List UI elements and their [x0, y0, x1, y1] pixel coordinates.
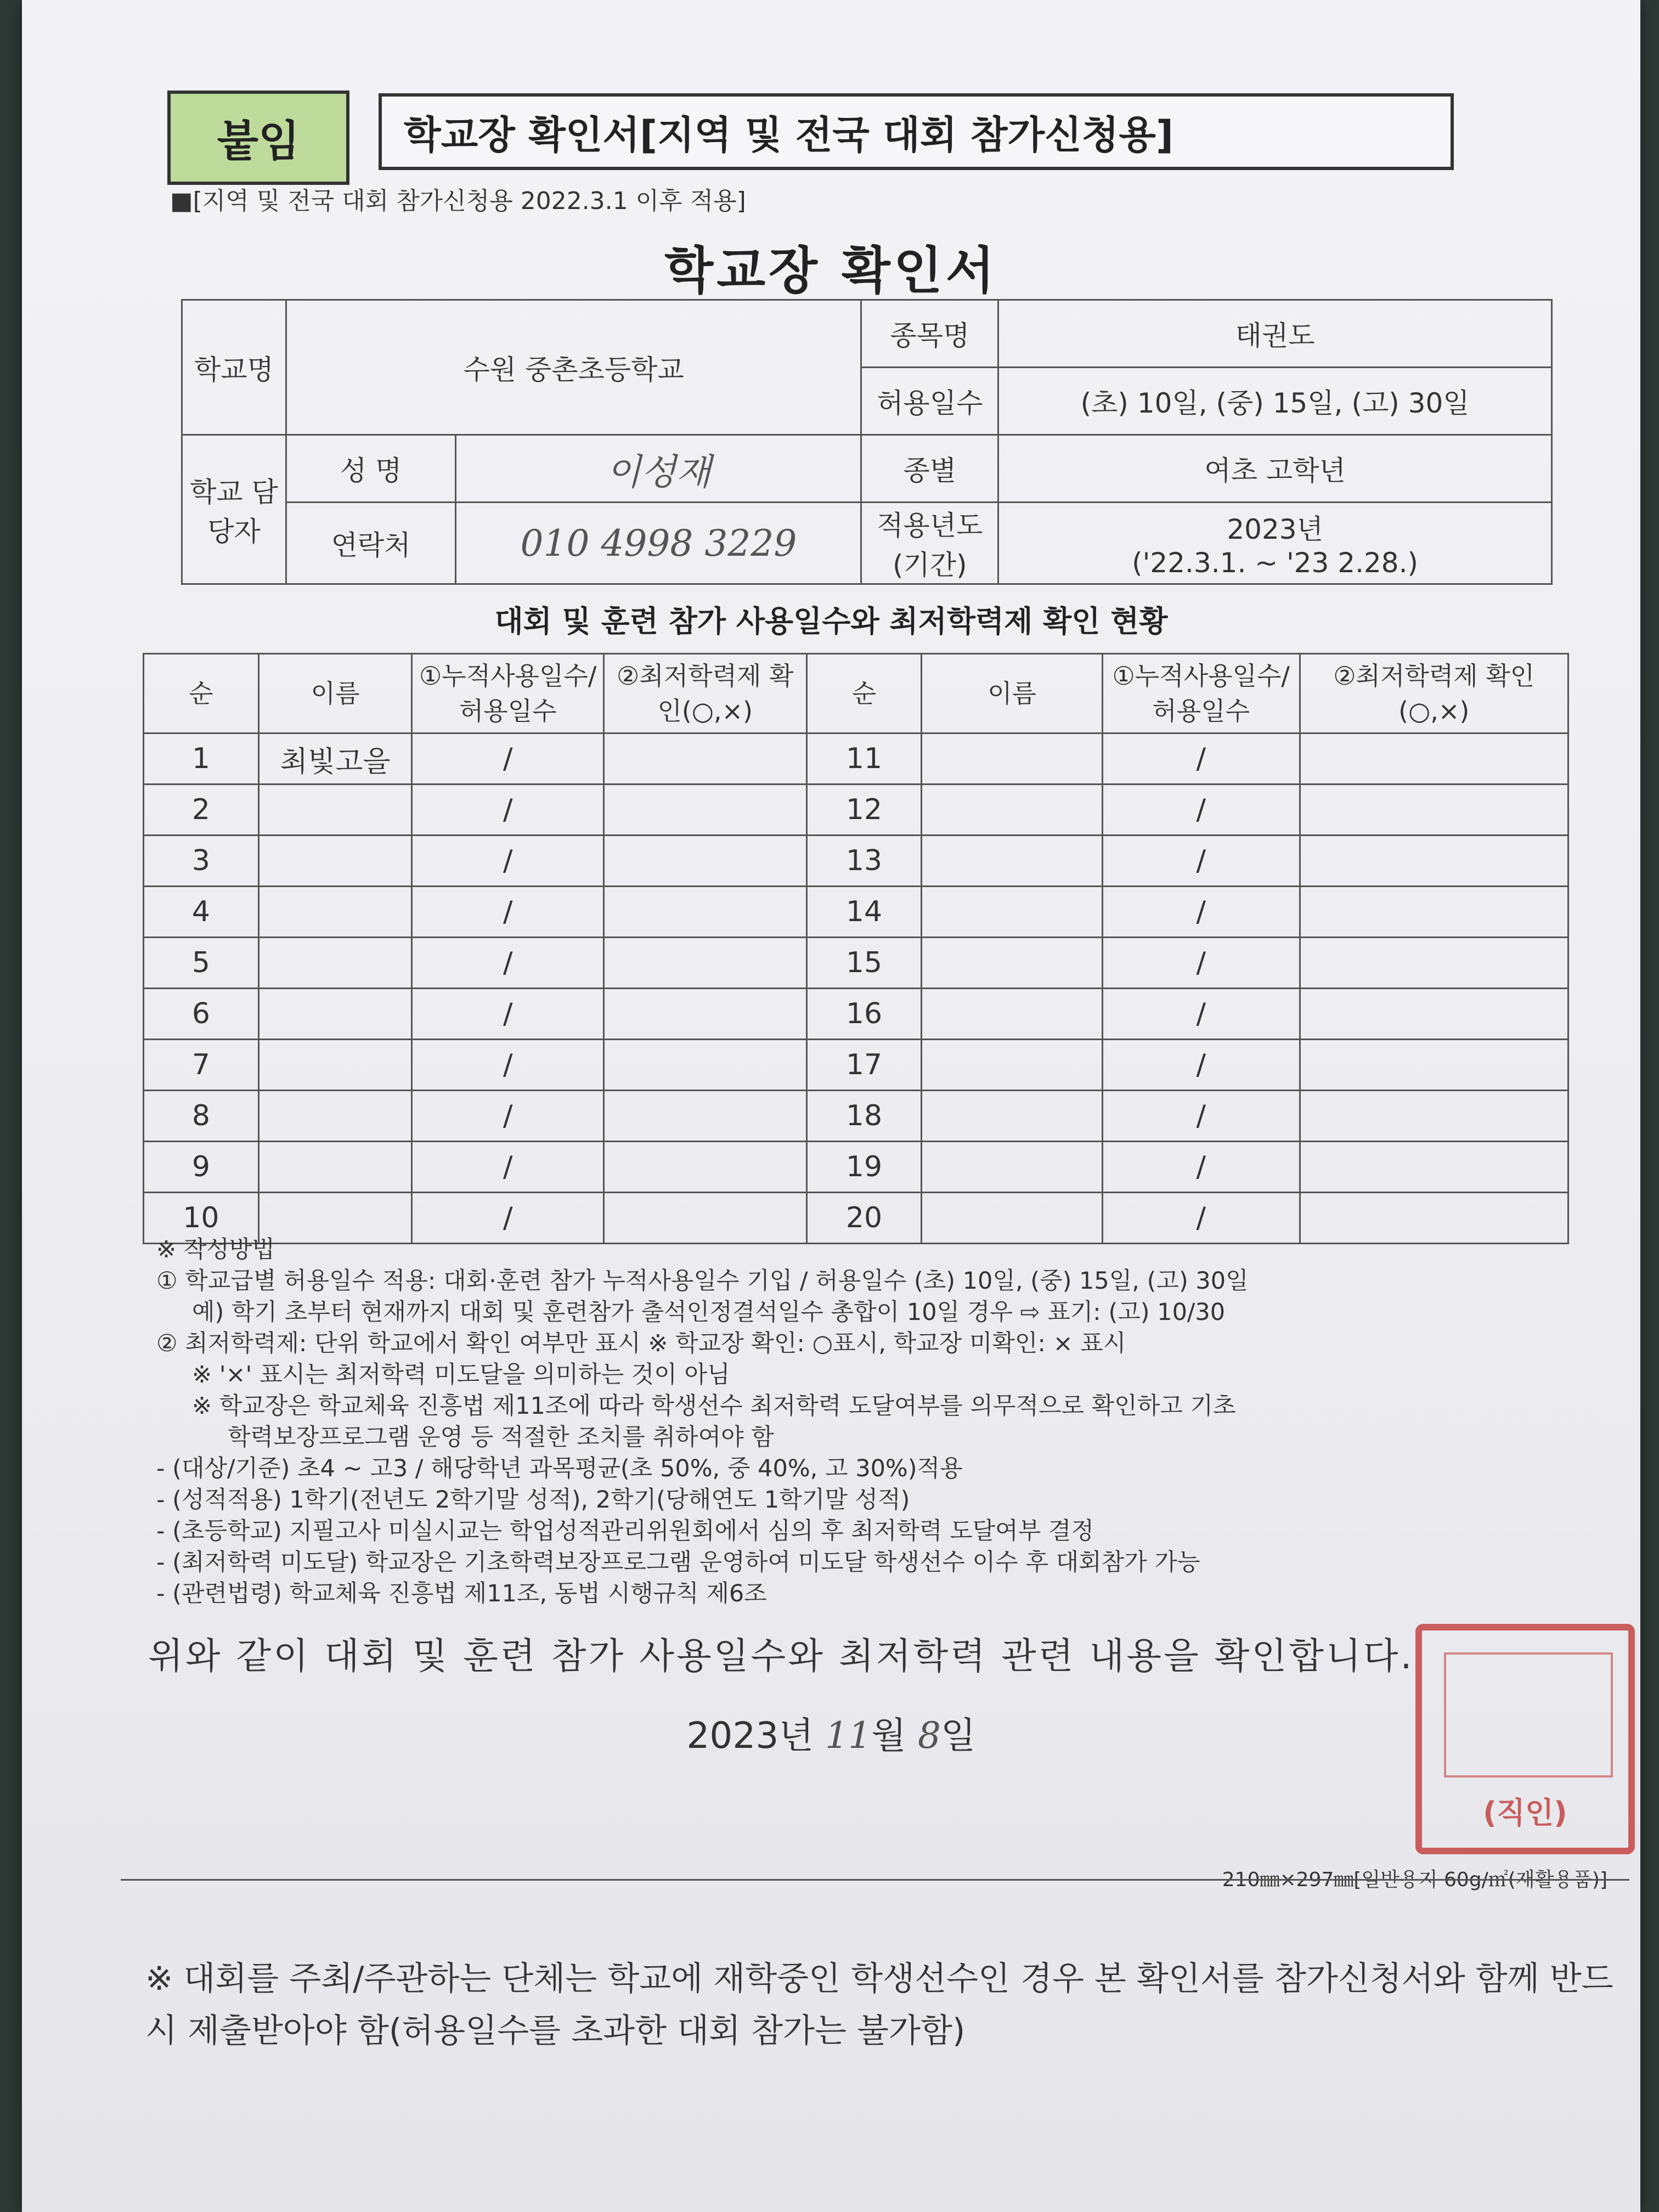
row-name — [922, 887, 1103, 938]
row-days: / — [1102, 1193, 1300, 1244]
row-name: 최빛고을 — [258, 733, 412, 785]
contact-value: 010 4998 3229 — [456, 503, 861, 584]
applies-note: ■[지역 및 전국 대회 참가신청용 2022.3.1 이후 적용] — [170, 187, 746, 215]
row-days: / — [1102, 938, 1300, 989]
row-days: / — [412, 1040, 604, 1091]
row-check — [1300, 938, 1568, 989]
row-check — [603, 733, 806, 785]
instruction-line: 예) 학기 초부터 현재까지 대회 및 훈련참가 출석인정결석일수 총합이 10일 경우 ⇨ 표기: (고) 10/30 — [192, 1299, 1226, 1326]
month-unit: 월 — [871, 1714, 906, 1757]
table-row — [144, 733, 1568, 785]
row-name — [922, 785, 1103, 836]
row-name — [922, 836, 1103, 887]
col-days-right: ①누적사용일수/허용일수 — [1102, 654, 1300, 733]
instruction-line: ② 최저학력제: 단위 학교에서 확인 여부만 표시 ※ 학교장 확인: ○표시, 학교장 미확인: × 표시 — [156, 1330, 1126, 1357]
row-no: 17 — [806, 1040, 922, 1091]
row-days: / — [412, 785, 604, 836]
row-no: 15 — [806, 938, 922, 989]
row-name — [258, 785, 412, 836]
day-unit: 일 — [940, 1714, 976, 1757]
date-month: 11 — [825, 1714, 872, 1757]
row-name — [922, 1091, 1103, 1142]
instructions — [156, 1234, 1594, 1610]
table-row — [144, 1142, 1568, 1193]
instruction-line: - (관련법령) 학교체육 진흥법 제11조, 동법 시행규칙 제6조 — [156, 1580, 767, 1607]
row-days: / — [1102, 1040, 1300, 1091]
row-check — [1300, 989, 1568, 1040]
row-days: / — [412, 733, 604, 785]
table-row — [144, 785, 1568, 836]
footer-note: ※ 대회를 주최/주관하는 단체는 학교에 재학중인 학생선수인 경우 본 확인서를 참가신청서와 함께 반드시 제출받아야 함(허용일수를 초과한 대회 참가는 불가함) — [145, 1960, 1613, 2050]
table-row — [144, 1040, 1568, 1091]
row-check — [603, 836, 806, 887]
official-seal — [1415, 1624, 1635, 1854]
row-days: / — [1102, 989, 1300, 1040]
row-check — [1300, 733, 1568, 785]
row-no: 12 — [806, 785, 922, 836]
school-name-value: 수원 중촌초등학교 — [286, 300, 861, 435]
category-label: 종별 — [861, 435, 998, 503]
instruction-line: - (대상/기준) 초4 ~ 고3 / 해당학년 과목평균(초 50%, 중 40%, 고 30%)적용 — [156, 1455, 963, 1482]
attachment-label: 붙임 — [167, 91, 349, 185]
row-name — [258, 938, 412, 989]
row-days: / — [1102, 1091, 1300, 1142]
school-name-label: 학교명 — [182, 300, 286, 435]
category-value: 여초 고학년 — [998, 435, 1552, 503]
row-name — [922, 989, 1103, 1040]
allowed-days-label: 허용일수 — [861, 368, 998, 435]
instruction-line: 학력보장프로그램 운영 등 적절한 조치를 취하여야 함 — [228, 1424, 774, 1451]
year-label: 적용년도 (기간) — [861, 503, 998, 584]
document-title: 학교장 확인서 — [664, 241, 998, 300]
row-check — [1300, 1040, 1568, 1091]
staff-label: 학교 담당자 — [182, 435, 286, 584]
row-no: 14 — [806, 887, 922, 938]
row-no: 1 — [144, 733, 259, 785]
col-check-right: ②최저학력제 확인(○,×) — [1300, 654, 1568, 733]
row-check — [603, 1142, 806, 1193]
col-no-right: 순 — [806, 654, 922, 733]
row-no: 19 — [806, 1142, 922, 1193]
row-name — [258, 836, 412, 887]
row-name — [258, 989, 412, 1040]
row-no: 20 — [806, 1193, 922, 1244]
table-row — [144, 1091, 1568, 1142]
document-page — [22, 0, 1640, 2212]
row-no: 16 — [806, 989, 922, 1040]
instructions-heading: ※ 작성방법 — [156, 1236, 275, 1263]
period-value: ('22.3.1. ~ '23 2.28.) — [1132, 547, 1419, 579]
row-no: 4 — [144, 887, 259, 938]
event-value: 태권도 — [998, 300, 1552, 368]
header-title-box: 학교장 확인서[지역 및 전국 대회 참가신청용] — [379, 93, 1454, 170]
divider — [121, 1879, 1629, 1881]
row-name — [258, 1091, 412, 1142]
row-check — [603, 989, 806, 1040]
status-title: 대회 및 훈련 참가 사용일수와 최저학력제 확인 현황 — [494, 604, 1168, 639]
paper-spec: 210㎜×297㎜[일반용지 60g/㎡(재활용품)] — [1222, 1869, 1607, 1891]
row-no: 6 — [144, 989, 259, 1040]
seal-pattern — [1444, 1652, 1613, 1778]
row-check — [1300, 836, 1568, 887]
row-name — [258, 1040, 412, 1091]
instruction-line: - (초등학교) 지필고사 미실시교는 학업성적관리위원회에서 심의 후 최저학력 도달여부 결정 — [156, 1517, 1094, 1545]
instruction-line: ※ 학교장은 학교체육 진흥법 제11조에 따라 학생선수 최저학력 도달여부를 의무적으로 확인하고 기초 — [192, 1392, 1236, 1420]
row-check — [1300, 887, 1568, 938]
row-no: 7 — [144, 1040, 259, 1091]
table-row — [144, 938, 1568, 989]
row-days: / — [1102, 1142, 1300, 1193]
row-name — [258, 1142, 412, 1193]
instruction-line: ※ '×' 표시는 최저학력 미도달을 의미하는 것이 아님 — [192, 1361, 730, 1389]
row-days: / — [412, 1193, 604, 1244]
year-cell — [998, 503, 1552, 584]
row-days: / — [1102, 785, 1300, 836]
row-days: / — [1102, 836, 1300, 887]
row-name — [922, 938, 1103, 989]
staff-name-value: 이성재 — [456, 435, 861, 503]
date-year: 2023년 — [686, 1714, 814, 1757]
seal-text: (직인) — [1483, 1796, 1567, 1830]
row-days: / — [412, 989, 604, 1040]
row-name — [258, 887, 412, 938]
row-check — [603, 1091, 806, 1142]
row-no: 9 — [144, 1142, 259, 1193]
instruction-line: ① 학교급별 허용일수 적용: 대회·훈련 참가 누적사용일수 기입 / 허용일수 (초) 10일, (중) 15일, (고) 30일 — [156, 1267, 1249, 1295]
row-check — [603, 938, 806, 989]
row-name — [922, 733, 1103, 785]
row-no: 13 — [806, 836, 922, 887]
event-label: 종목명 — [861, 300, 998, 368]
row-check — [1300, 1142, 1568, 1193]
col-name-right: 이름 — [922, 654, 1103, 733]
row-no: 11 — [806, 733, 922, 785]
row-name — [922, 1142, 1103, 1193]
row-no: 2 — [144, 785, 259, 836]
row-days: / — [412, 1091, 604, 1142]
row-check — [603, 785, 806, 836]
row-days: / — [412, 836, 604, 887]
date-day: 8 — [917, 1714, 941, 1757]
col-no-left: 순 — [144, 654, 259, 733]
row-check — [603, 887, 806, 938]
row-no: 3 — [144, 836, 259, 887]
table-row — [144, 887, 1568, 938]
year-value: 2023년 — [1227, 514, 1323, 545]
table-row — [144, 836, 1568, 887]
confirmation-date — [22, 1706, 1640, 1758]
col-name-left: 이름 — [258, 654, 412, 733]
allowed-days-value: (초) 10일, (중) 15일, (고) 30일 — [998, 368, 1552, 435]
staff-name-label: 성 명 — [286, 435, 456, 503]
status-table — [143, 653, 1569, 1244]
row-days: / — [1102, 733, 1300, 785]
contact-label: 연락처 — [286, 503, 456, 584]
school-info-table — [181, 299, 1553, 585]
col-check-left: ②최저학력제 확인(○,×) — [603, 654, 806, 733]
row-days: / — [1102, 887, 1300, 938]
row-name — [922, 1040, 1103, 1091]
row-no: 18 — [806, 1091, 922, 1142]
table-row — [144, 989, 1568, 1040]
instruction-line: - (성적적용) 1학기(전년도 2학기말 성적), 2학기(당해연도 1학기말 성적) — [156, 1486, 910, 1514]
row-no: 10 — [144, 1193, 259, 1244]
row-no: 5 — [144, 938, 259, 989]
row-check — [603, 1040, 806, 1091]
row-days: / — [412, 938, 604, 989]
row-days: / — [412, 887, 604, 938]
row-no: 8 — [144, 1091, 259, 1142]
row-days: / — [412, 1142, 604, 1193]
col-days-left: ①누적사용일수/허용일수 — [412, 654, 604, 733]
confirmation-text: 위와 같이 대회 및 훈련 참가 사용일수와 최저학력 관련 내용을 확인합니다. — [148, 1635, 1414, 1677]
row-check — [1300, 1091, 1568, 1142]
row-check — [1300, 785, 1568, 836]
instruction-line: - (최저학력 미도달) 학교장은 기초학력보장프로그램 운영하여 미도달 학생선수 이수 후 대회참가 가능 — [156, 1549, 1200, 1576]
